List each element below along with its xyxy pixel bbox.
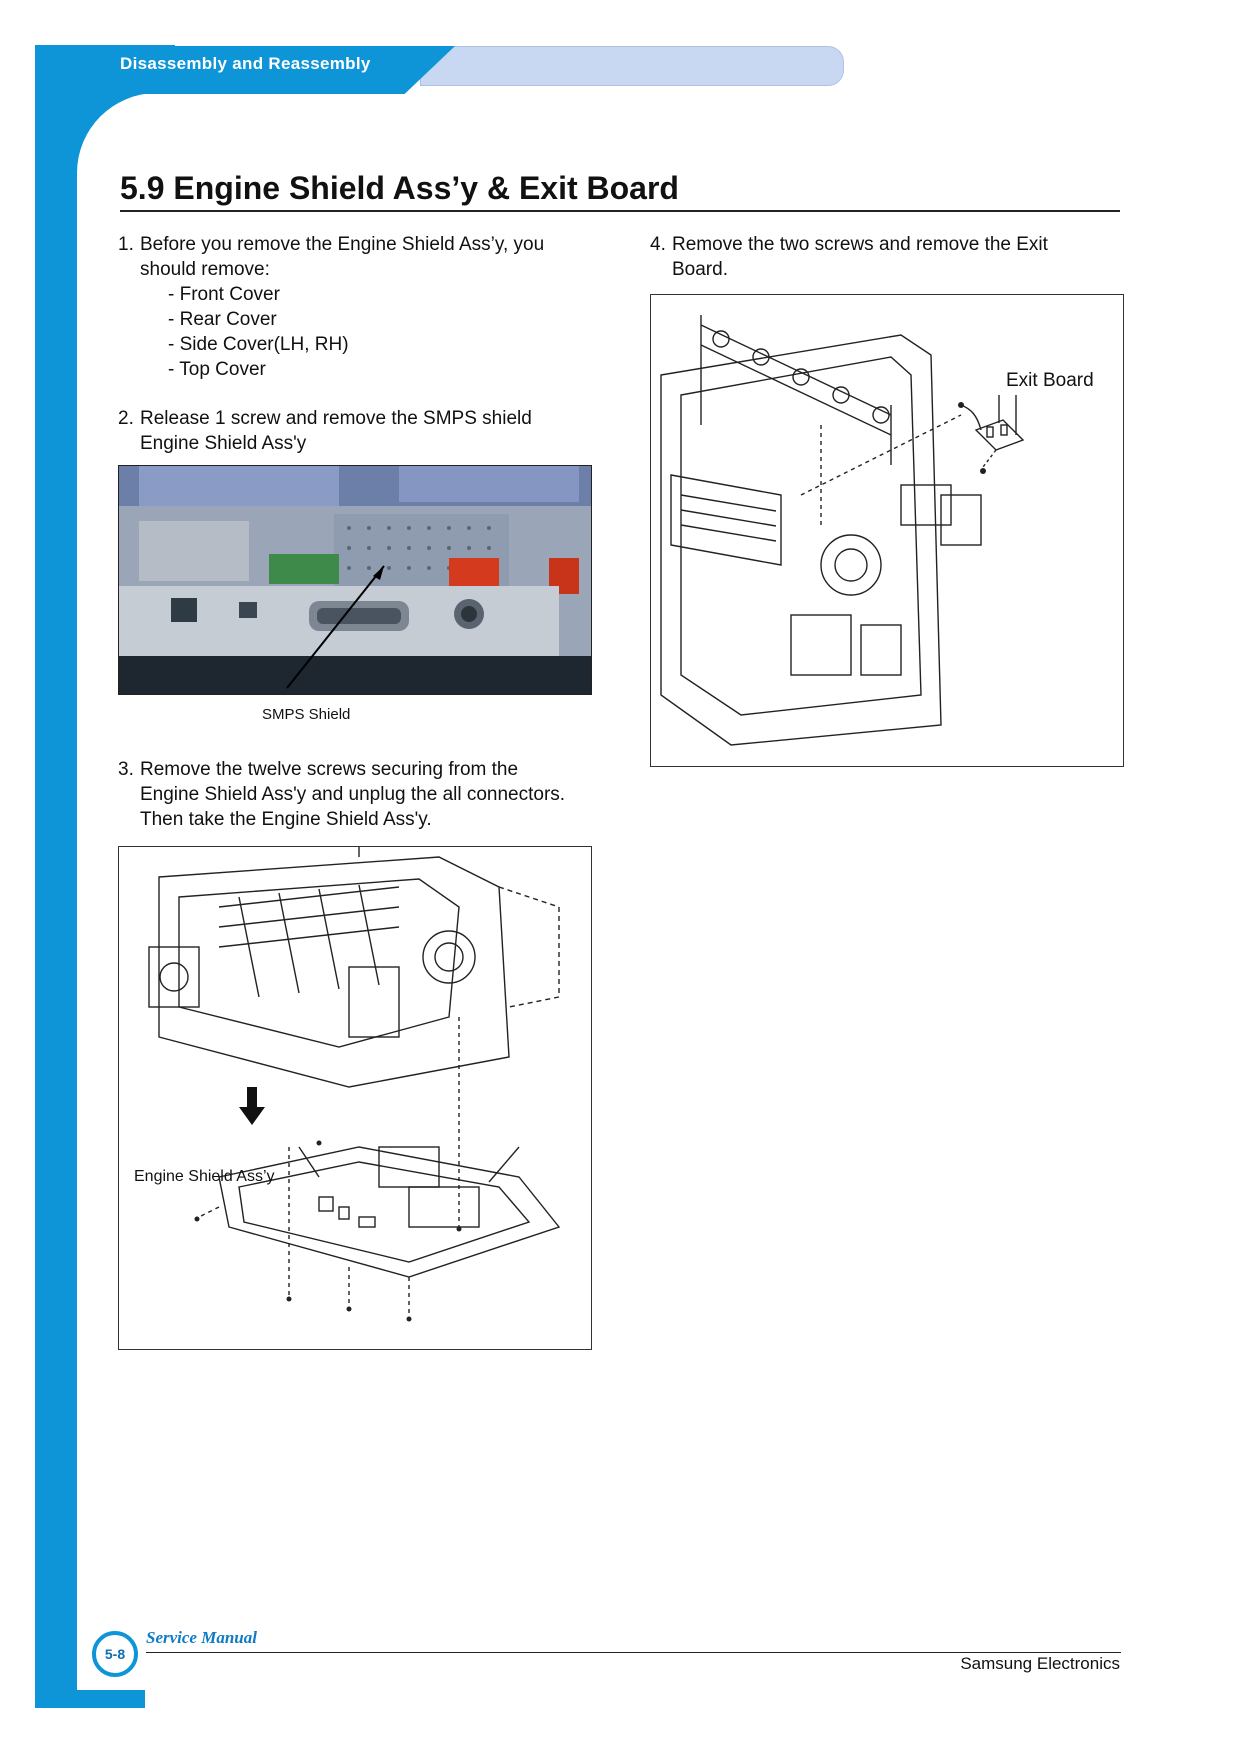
- header-tab-extension: [420, 46, 844, 86]
- footer-rule: [146, 1652, 1121, 1653]
- title-rule: [120, 210, 1120, 212]
- step-3: [118, 757, 618, 832]
- step-number: 4.: [650, 234, 666, 255]
- page-number-badge: 5-8: [92, 1631, 138, 1677]
- step-4: [650, 232, 1110, 282]
- step-2: [118, 406, 618, 456]
- footer-company: Samsung Electronics: [960, 1654, 1120, 1673]
- step-number: 1.: [118, 234, 134, 255]
- step-text-line: should remove:: [140, 259, 270, 280]
- step-1: [118, 232, 618, 382]
- step-text-line: Engine Shield Ass'y: [140, 433, 307, 454]
- exit-board-diagram: [650, 294, 1124, 767]
- step-text-line: Remove the twelve screws securing from the: [140, 759, 519, 780]
- step-text-line: Board.: [672, 259, 728, 280]
- step-number: 3.: [118, 759, 134, 780]
- smps-shield-caption: SMPS Shield: [262, 706, 351, 723]
- step-text-line: Before you remove the Engine Shield Ass’y, you: [140, 234, 545, 255]
- step-text-line: Remove the two screws and remove the Exit: [672, 234, 1048, 255]
- engine-shield-caption: Engine Shield Ass’y: [134, 1168, 275, 1185]
- footer-manual-label: Service Manual: [146, 1628, 257, 1647]
- prerequisite-item: - Side Cover(LH, RH): [168, 334, 349, 355]
- side-accent-bar: [35, 45, 77, 1705]
- section-label: Disassembly and Reassembly: [120, 54, 371, 73]
- page-title: 5.9 Engine Shield Ass’y & Exit Board: [120, 170, 679, 206]
- prerequisite-item: - Top Cover: [168, 359, 266, 380]
- smps-shield-photo: [118, 465, 592, 695]
- engine-shield-diagram: [118, 846, 592, 1350]
- step-text-line: Engine Shield Ass'y and unplug the all connectors.: [140, 784, 566, 805]
- bottom-accent-strip: [35, 1690, 145, 1708]
- exit-board-caption: Exit Board: [1006, 370, 1094, 391]
- step-number: 2.: [118, 408, 134, 429]
- step-text-line: Release 1 screw and remove the SMPS shield: [140, 408, 532, 429]
- prerequisite-item: - Rear Cover: [168, 309, 277, 330]
- prerequisite-item: - Front Cover: [168, 284, 280, 305]
- step-text-line: Then take the Engine Shield Ass'y.: [140, 809, 432, 830]
